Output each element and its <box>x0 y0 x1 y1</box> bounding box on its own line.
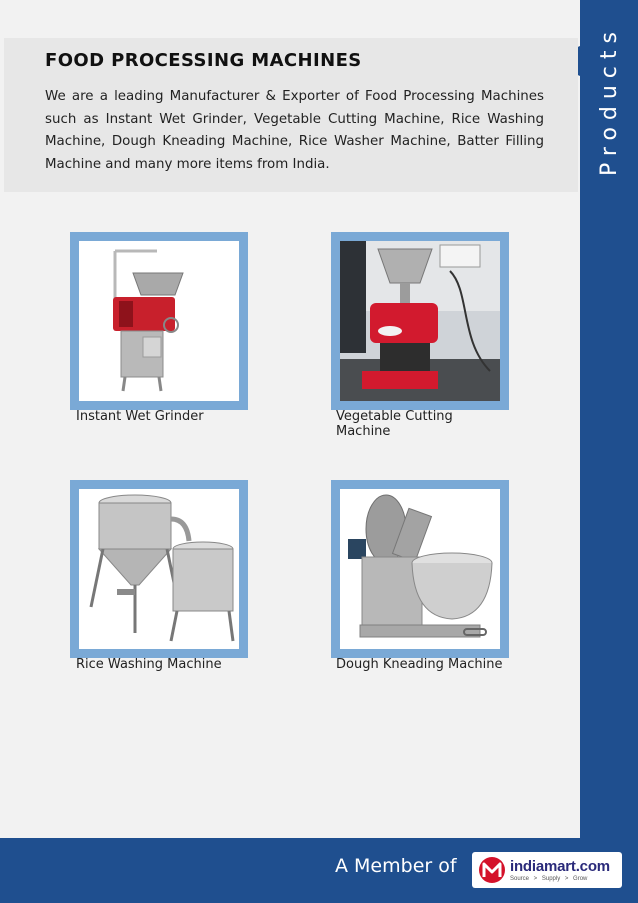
product-card-vegetable-cutting-machine[interactable] <box>331 232 509 410</box>
member-text: A Member of <box>335 855 457 877</box>
products-sidebar <box>580 0 638 838</box>
dough-kneading-machine-photo <box>340 489 500 649</box>
sidebar-label: Products <box>596 24 622 176</box>
indiamart-logo[interactable] <box>472 852 622 888</box>
wet-grinder-photo <box>79 241 239 401</box>
page-title: FOOD PROCESSING MACHINES <box>45 50 362 71</box>
vegetable-cutting-machine-photo <box>340 241 500 401</box>
product-caption-dough-kneading-machine: Dough Kneading Machine <box>336 657 503 672</box>
product-card-rice-washing-machine[interactable] <box>70 480 248 658</box>
indiamart-m-icon <box>475 852 511 888</box>
product-card-dough-kneading-machine[interactable] <box>331 480 509 658</box>
logo-tagline: Source > Supply > Grow <box>510 876 588 882</box>
product-card-wet-grinder[interactable] <box>70 232 248 410</box>
intro-text: We are a leading Manufacturer & Exporter of Food Processing Machines such as Instant Wet Grinder, Vegetable Cutting Machine, Rice Washing Machine, Dough Kneading Machine, Rice Washer Machine, Batter Filling Machine and many more items from India. <box>45 89 544 172</box>
rice-washing-machine-photo <box>79 489 239 649</box>
product-caption-rice-washing-machine: Rice Washing Machine <box>76 657 222 672</box>
logo-name: indiamart.com <box>510 858 610 875</box>
product-caption-wet-grinder: Instant Wet Grinder <box>76 409 204 424</box>
product-caption-vegetable-cutting-machine: Vegetable Cutting Machine <box>336 409 453 439</box>
